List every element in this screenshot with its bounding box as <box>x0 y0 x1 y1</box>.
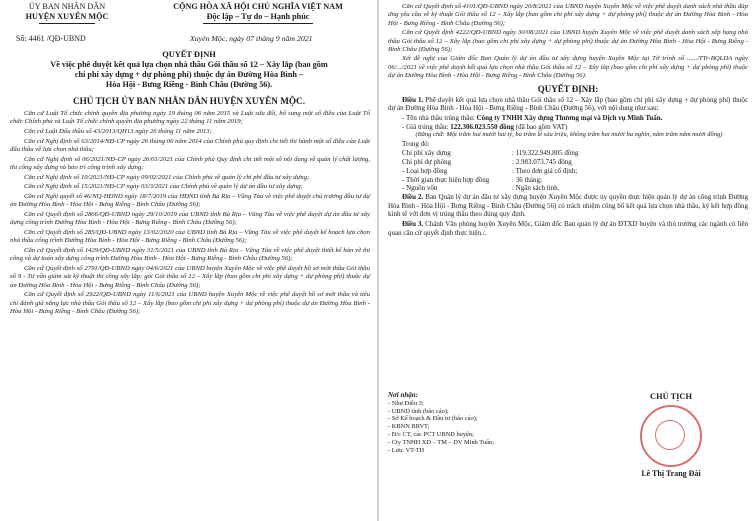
recipient-item: - UBND tỉnh (báo cáo); <box>388 407 449 415</box>
legal-basis-item: Căn cứ Quyết định số 2922/QĐ-UBND ngày 11/6/2021 của UBND huyện Xuyên Mộc về việc phê duyệt hồ sơ mời thầu và tiêu chí đánh giá năng lực nhà thầu Gói thầu số 12 – Xây lắp (bao gồm chi phí xây dựng + dự phòng phí) thuộc dự án Đường Hòa Bình - Hòa Hội - Bưng Riềng - Bình Châu (Đường 56); <box>10 291 370 315</box>
detail-key: - Loại hợp đồng <box>402 166 448 175</box>
org-underline <box>39 23 95 24</box>
legal-basis-item: Căn cứ Nghị định số 15/2021/NĐ-CP ngày 03/3/2021 của Chính phủ về quản lý dự án đầu tư xây dựng; <box>24 183 303 191</box>
decision-heading: QUYẾT ĐỊNH: <box>537 83 599 94</box>
recipient-item: - Lưu: VT-TH <box>388 446 425 454</box>
decision-subject-line-2: chi phí xây dựng + dự phòng phí) thuộc dự án Đường Hòa Bình – <box>74 70 304 79</box>
decision-subject-line-3: Hòa Hội - Bưng Riềng - Bình Châu (Đường 56). <box>105 80 273 89</box>
issuing-organization <box>8 2 126 24</box>
winner-prefix: - Tên nhà thầu trúng thầu: <box>402 113 477 122</box>
legal-basis-item: Căn cứ Quyết định 4222/QĐ-UBND ngày 30/08/2021 của UBND huyện Xuyên Mộc về việc phê duyệt danh sách xếp hạng nhà thầu Gói thầu số 12 – Xây lắp (bao gồm chi phí xây dựng + dự phòng phí) thuộc dự án Đường Hòa Bình - Hòa Hội - Bưng Riềng - Bình Châu (Đường 56); <box>388 29 748 54</box>
org-line-2: HUYỆN XUYÊN MỘC <box>25 12 109 21</box>
legal-basis-item: Căn cứ Nghị định số 10/2021/NĐ-CP ngày 09/02/2021 của Chính phủ về quản lý chi phí đầu tư xây dựng; <box>24 173 310 181</box>
detail-key: - Thời gian thực hiện hợp đồng <box>402 175 490 184</box>
article-3-text: Chánh Văn phòng huyện Xuyên Mộc, Giám đốc Ban quản lý dự án ĐTXD huyện và thủ trưởng các ngành có liên quan căn cứ quyết định thực hiện./. <box>388 220 749 237</box>
winner-line <box>402 114 748 123</box>
recipients-title: Nơi nhận: <box>388 391 419 399</box>
price-in-words: (Bằng chữ: Một trăm hai mươi hai tỷ, ba trăm lẻ sáu triệu, không trăm hai mươi ba nghìn, năm trăm năm mươi đồng) <box>415 131 723 139</box>
page-divider <box>377 0 379 521</box>
detail-key: Chi phí xây dựng <box>402 149 451 158</box>
right-page <box>380 0 756 521</box>
authority-heading: CHỦ TỊCH ỦY BAN NHÂN DÂN HUYỆN XUYÊN MỘC. <box>73 96 305 106</box>
document-number: Số: 4461 /QĐ-UBND <box>16 34 86 43</box>
legal-basis-item: Căn cứ Nghị quyết số 46/NQ-HĐND ngày 18/7/2019 của HĐND tỉnh Bà Rịa – Vũng Tàu về việc phê duyệt chủ trương đầu tư dự án Đường Hòa Bình - Hòa Hội - Bưng Riềng - Bình Châu (Đường 56); <box>10 192 370 209</box>
org-line-1: ỦY BAN NHÂN DÂN <box>28 2 106 11</box>
proposal-paragraph: Xét đề nghị của Giám đốc Ban Quản lý dự án đầu tư xây dựng huyện Xuyên Mộc tại Tờ trình số ....../TTr-BQLDA ngày 06/.../2021 về việc phê duyệt kết quả lựa chọn nhà thầu Gói thầu số 12 – Xây lắp (bao gồm chi phí xây dựng + dự phòng phí) thuộc dự án Đường Hòa Bình - Hòa Hội - Bưng Riềng - Bình Châu (Đường 56). <box>388 55 748 80</box>
legal-basis-item: Căn cứ Luật Tổ chức chính quyền địa phương ngày 19 tháng 06 năm 2015 và Luật sửa đổi, bổ sung một số điều của Luật Tổ chức Chính phủ và Luật Tổ chức chính quyền địa phương ngày 22 tháng 11 năm 2019; <box>10 110 370 126</box>
detail-row <box>402 184 748 193</box>
article-1-text: Phê duyệt kết quả lựa chọn nhà thầu Gói thầu số 12 – Xây lắp (bao gồm chi phí xây dựng + dự phòng phí) thuộc dự án Đường Hòa Bình - Hòa Hội - Bưng Riềng - Bình Châu (Đường 56), với nội dung như sau: <box>388 95 748 113</box>
decision-title: QUYẾT ĐỊNH <box>162 50 216 59</box>
detail-key: - Nguồn vốn <box>402 184 438 193</box>
article-2-label: Điều 2. <box>402 193 424 202</box>
price-prefix: - Giá trúng thầu: <box>402 122 451 131</box>
article-2 <box>388 193 748 219</box>
article-1-label: Điều 1. <box>402 95 424 104</box>
motto-underline <box>203 23 313 24</box>
legal-basis-item: Căn cứ Nghị định số 63/2014/NĐ-CP ngày 26 tháng 06 năm 2014 của Chính phủ quy định chi tiết thi hành một số điều của Luật đấu thầu về lựa chọn nhà thầu; <box>10 137 370 153</box>
signer-title: CHỦ TỊCH <box>650 392 692 401</box>
article-3-label: Điều 3. <box>402 220 424 228</box>
nation-name: CỘNG HÒA XÃ HỘI CHỦ NGHĨA VIỆT NAM <box>173 2 343 11</box>
legal-basis-list <box>0 110 378 316</box>
legal-basis-item: Căn cứ Quyết định số 2791/QĐ-UBND ngày 04/6/2021 của UBND huyện Xuyên Mộc về việc phê duyệt hồ sơ mời thầu Gói thầu số 9 - Tư vấn giám sát kỹ thuật thi công xây lắp; gói Gói thầu số 12 – Xây lắp (bao gồm chi phí xây dựng + dự phòng phí) thuộc dự án Đường Hòa Bình - Hòa Hội - Bưng Riềng - Bình Châu (Đường 56); <box>10 264 370 289</box>
signer-name: Lê Thị Trang Đài <box>641 469 701 478</box>
detail-row <box>402 167 748 176</box>
price-line <box>402 123 748 132</box>
detail-value: : Ngân sách tỉnh. <box>512 184 560 193</box>
winner-name: Công ty TNHH Xây dựng Thương mại và Dịch vụ Minh Tuấn. <box>476 113 663 122</box>
recipient-item: - Như Điều 3; <box>388 399 424 407</box>
legal-basis-item: Căn cứ Nghị định số 06/2021/NĐ-CP ngày 26/01/2021 của Chính phủ Quy định chi tiết một số nội dung về quản lý chất lượng, thi công xây dựng và bảo trì công trình xây dựng; <box>10 155 370 171</box>
detail-value: : 119.322.949.805 đồng <box>512 149 579 158</box>
recipient-item: - Sở Kế hoạch & Đầu tư (báo cáo); <box>388 415 478 423</box>
detail-value: : Theo đơn giá cố định; <box>512 166 578 175</box>
official-seal-icon <box>640 405 702 467</box>
detail-key: Chi phí dự phòng <box>402 158 452 167</box>
price-suffix: (đã bao gồm VAT) <box>514 122 568 131</box>
national-motto: Độc lập – Tự do – Hạnh phúc <box>206 12 310 21</box>
price-value: 122.306.023.550 đồng <box>450 122 515 131</box>
detail-row <box>402 149 748 158</box>
detail-value: : 36 tháng; <box>512 175 542 184</box>
national-heading <box>142 2 374 24</box>
legal-basis-item: Căn cứ Quyết định số 285/QĐ-UBND ngày 13/02/2020 của UBND tỉnh Bà Rịa – Vũng Tàu về việc phê duyệt kế hoạch lựa chọn nhà thầu công trình Đường Hòa Bình - Hòa Hội - Bưng Riềng - Bình Châu (Đường 56); <box>10 228 370 245</box>
signature-block <box>596 392 746 478</box>
document-header <box>0 0 378 48</box>
recipients-block <box>388 392 558 454</box>
place-date: Xuyên Mộc, ngày 07 tháng 9 năm 2021 <box>190 34 313 43</box>
detail-row <box>402 176 748 185</box>
detail-row <box>402 158 748 167</box>
detail-value: : 2.983.073.745 đồng <box>512 158 572 167</box>
legal-basis-item: Căn cứ Quyết định số 2866/QĐ-UBND ngày 29/10/2019 của UBND tỉnh Bà Rịa – Vũng Tàu về việc phê duyệt dự án đầu tư xây dựng công trình Đường Hòa Bình - Hòa Hội - Bưng Riềng - Bình Châu (Đường 56); <box>10 210 370 227</box>
breakdown-title: Trong đó: <box>402 140 430 149</box>
legal-basis-item: Căn cứ Quyết định số 1429/QĐ-UBND ngày 31/5/2021 của UBND tỉnh Bà Rịa – Vũng Tàu về việc phê duyệt thiết kế bản vẽ thi công và dự toán xây dựng công trình Đường Hòa Bình - Hòa Hội - Bưng Riềng - Bình Châu (Đường 56); <box>10 246 370 263</box>
legal-basis-item: Căn cứ Luật Đấu thầu số 43/2013/QH13 ngày 26 tháng 11 năm 2013; <box>24 128 212 135</box>
recipient-item: - Đ/c CT, các PCT UBND huyện; <box>388 430 474 438</box>
recipient-item: - KBNN BRVT; <box>388 423 430 431</box>
decision-subject-line-1: Về việc phê duyệt kết quả lựa chọn nhà thầu Gói thầu số 12 – Xây lắp (bao gồm <box>50 60 328 69</box>
article-3 <box>388 220 748 237</box>
article-2-text: Ban Quản lý dự án đầu tư xây dựng huyện Xuyên Mộc được ủy quyền thực hiện quản lý dự án công trình Đường Hòa Bình - Hòa Hội - Bưng Riềng - Bình Châu (Đường 56) có trách nhiệm công bố kết quả lựa chọn nhà thầu, ký kết hợp đồng kinh tế với đơn vị trúng thầu theo đúng quy định. <box>388 193 748 219</box>
recipient-item: - Cty TNHH XD – TM – DV Minh Tuấn; <box>388 438 494 446</box>
article-1 <box>388 96 748 113</box>
legal-basis-item: Căn cứ Quyết định số 4101/QĐ-UBND ngày 20/8/2021 của UBND huyện Xuyên Mộc về việc phê duyệt danh sách nhà thầu đáp ứng yêu cầu về kỹ thuật Gói thầu số 12 – Xây lắp (bao gồm chi phí xây dựng + dự phòng phí) thuộc dự án Đường Hòa Bình - Hòa Hội - Bưng Riềng - Bình Châu (Đường 56); <box>388 3 748 27</box>
